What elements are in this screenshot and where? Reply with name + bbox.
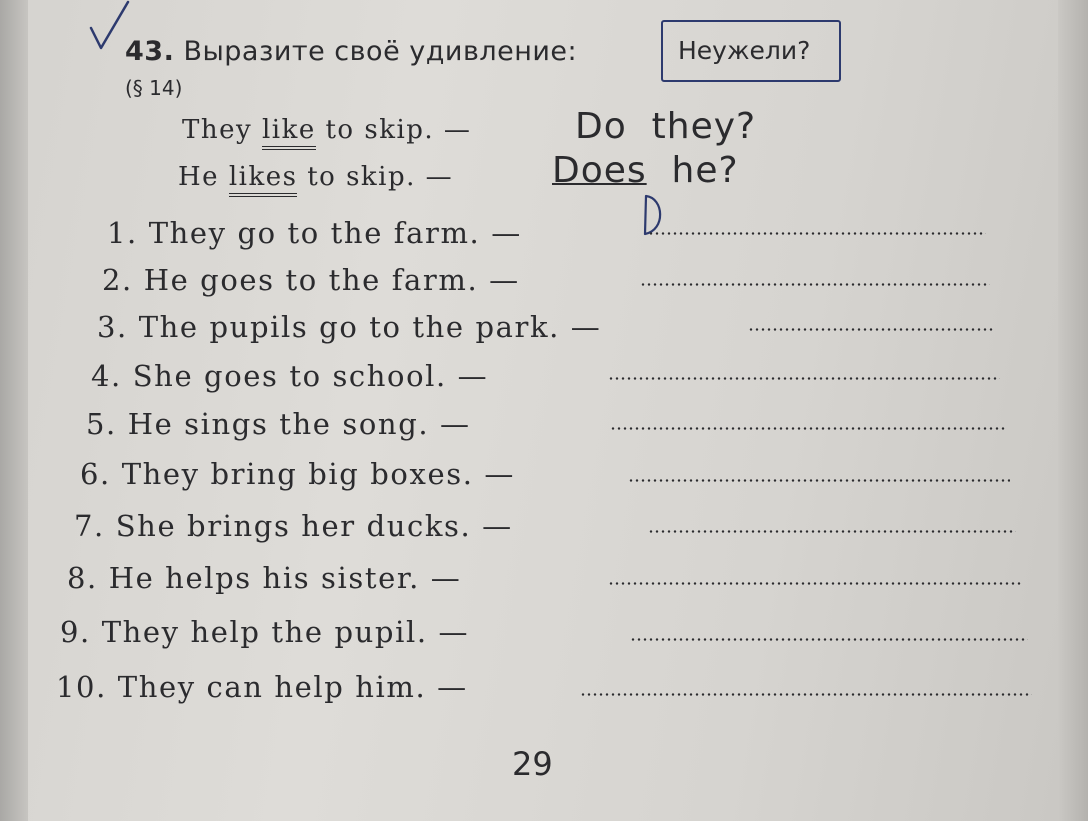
answer-blank[interactable] (640, 283, 990, 286)
answer-blank[interactable] (608, 377, 1000, 380)
exercise-number: 43. (125, 36, 175, 67)
example-answer-1: Do they? (575, 106, 757, 147)
exercise-box-text: Неужели? (678, 36, 811, 65)
page-left-margin (0, 0, 28, 821)
exercise-item: 5. He sings the song. — (86, 407, 471, 441)
answer-blank[interactable] (608, 582, 1022, 585)
answer-blank[interactable] (580, 693, 1032, 696)
answer-blank[interactable] (610, 427, 1005, 430)
answer-blank[interactable] (648, 530, 1016, 533)
underlined-verb: like (262, 115, 316, 150)
exercise-item: 8. He helps his sister. — (67, 561, 462, 595)
underlined-verb: likes (229, 162, 298, 197)
answer-blank[interactable] (628, 479, 1010, 482)
exercise-item: 6. They bring big boxes. — (80, 457, 515, 491)
section-reference: (§ 14) (125, 76, 183, 100)
answer-blank[interactable] (748, 328, 994, 331)
exercise-item: 4. She goes to school. — (91, 359, 489, 393)
exercise-item: 9. They help the pupil. — (60, 615, 470, 649)
exercise-item: 1. They go to the farm. — (107, 216, 522, 250)
page-right-edge (1058, 0, 1088, 821)
exercise-item: 7. She brings her ducks. — (74, 509, 513, 543)
page-number: 29 (512, 745, 553, 783)
exercise-instruction: Выразите своё удивление: (183, 36, 578, 67)
answer-blank[interactable] (648, 232, 986, 235)
exercise-header (125, 36, 577, 67)
exercise-item: 10. They can help him. — (56, 670, 468, 704)
exercise-item: 2. He goes to the farm. — (102, 263, 520, 297)
example-line-1: They like to skip. — (182, 115, 471, 145)
example-line-2: He likes to skip. — (178, 162, 453, 192)
exercise-item: 3. The pupils go to the park. — (97, 310, 602, 344)
example-answer-2: Does he? (552, 150, 739, 191)
answer-blank[interactable] (630, 638, 1028, 641)
